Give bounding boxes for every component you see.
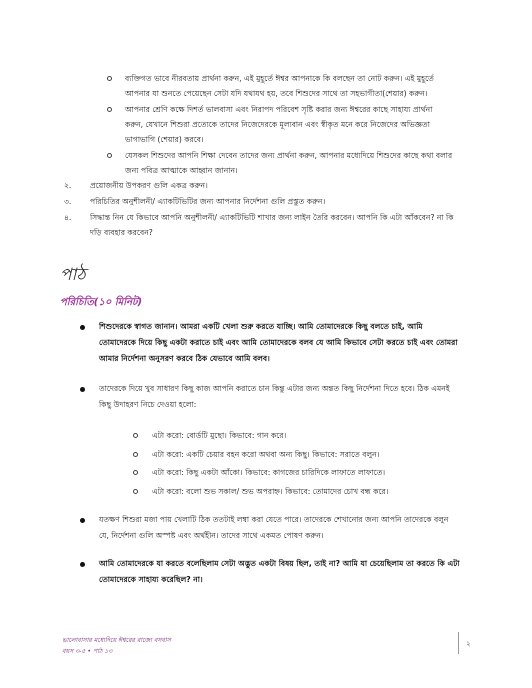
list-number: ৪. <box>64 213 72 222</box>
circle-bullet-icon <box>107 153 112 158</box>
bullet-line: শিশুদেরকে স্বাগত জানান। আমরা একটি খেলা শুরু করতে যাচ্ছি। আমি তোমাদেরকে কিছু বলতে চাই, আমি <box>99 322 423 331</box>
sub-item: এটা করো: একটি চেয়ার বহন করো অথবা অন্য কিছু। কিভাবে: সরাতে বলুন। <box>152 450 380 459</box>
footer-title: ভালোবাসার মধ্যেদিয়ে ঈশ্বরের রাজ্যে বসবাস <box>62 637 171 644</box>
footer-divider <box>458 632 459 654</box>
sub-item: এটা করো: কিছু একটা আঁকো। কিভাবে: কাগজের চারিদিকে লাফাতে লাফাতে। <box>152 468 386 477</box>
item-line: যেসকল শিশুদের আপনি শিক্ষা দেবেন তাদের জন্য প্রার্থনা করুন, আপনার মধ্যেদিয়ে শিশুদের কাছে কথা বলার <box>125 151 453 160</box>
circle-bullet-icon <box>133 433 138 438</box>
section-heading: পাঠ <box>60 265 86 285</box>
sub-item: এটা করো: বোর্ডটি মুছো। কিভাবে: গান করে। <box>152 431 287 440</box>
bullet-icon <box>80 518 85 523</box>
circle-bullet-icon <box>107 107 112 112</box>
bullet-line: তাদেরকে দিয়ে খুব সাধারণ কিছু কাজ আপনি করাতে চান কিন্তু এটার জন্য অন্তত কিছু নির্দেশনা দিতে হবে। ঠিক এমনই <box>99 384 450 393</box>
list-number: ৩. <box>64 197 72 206</box>
footer-subtitle: বয়স ৩-৫ • পাঠ ১৩ <box>62 648 113 655</box>
list-number: ২. <box>64 181 72 190</box>
item-line: ভাগাভাগি (শেয়ার) করবে। <box>125 135 204 144</box>
item-line: আপনার যা শুনতে পেয়েছেন সেটা যদি যথাযথ হয়, তবে শিশুদের সাথে তা সহভাগীতা(শেয়ার) করুন। <box>125 89 428 98</box>
bullet-icon <box>80 387 85 392</box>
bullet-line: কিছু উদাহরণ নিচে দেওয়া হলো: <box>99 400 197 409</box>
bullet-line: তোমাদেরকে সাহায্য করেছিল? না। <box>99 575 203 584</box>
page-number: ২ <box>466 640 471 648</box>
bullet-icon <box>80 325 85 330</box>
circle-bullet-icon <box>133 489 138 494</box>
bullet-icon <box>80 562 85 567</box>
item-line: করুন, যেখানে শিশুরা প্রত্যেকে তাদের নিজেদেরকে মূল্যবান এবং স্বীকৃত মনে করে নিজেদের অভিজ্ঞতা <box>125 120 430 129</box>
bullet-line: আমি তোমাদেরকে যা করতে বলেছিলাম সেটা অদ্ভুত একটা বিষয় ছিল, তাই না? আমি যা চেয়েছিলাম তা করতে কি এটা <box>99 559 460 568</box>
list-item-line: দড়ি ব্যবহার করবেন? <box>90 228 153 237</box>
circle-bullet-icon <box>133 470 138 475</box>
circle-bullet-icon <box>133 452 138 457</box>
item-line: আপনার শ্রেণি কক্ষে দিশর্ত ভালবাসা এবং নিরাপদ পরিবেশ সৃষ্টি করার জন্য ঈশ্বরের কাছে সাহায্য প্রার্থনা <box>125 105 433 114</box>
list-item-line: পরিচিতির অনুশীলনী/ এ্যাকটিভিটির জন্য আপনার নির্দেশনা গুলি প্রস্তুত করুন। <box>90 197 326 206</box>
sub-item: এটা করো: বলো শুভ সকাল/ শুভ অপরাহ্ন। কিভাবে: তোমাদের চোখ বন্ধ করে। <box>152 487 389 496</box>
item-line: ব্যক্তিগত ভাবে নীরবতায় প্রার্থনা করুন, এই মুহূর্তে ঈশ্বর আপনাকে কি বলছেন তা নোট করুন। এই মুহূর্তে <box>125 74 434 83</box>
circle-bullet-icon <box>107 76 112 81</box>
section-subheading: পরিচিতি(১০ মিনিট) <box>60 297 143 308</box>
bullet-line: যতক্ষণ শিশুরা মজা পায় খেলাটি ঠিক ততটাই লম্বা করা যেতে পারে। তাদেরকে শেখানোর জন্য আপনি তাদেরকে বলুন <box>99 515 449 524</box>
bullet-line: তোমাদেরকে দিয়ে কিছু একটা করাতে চাই এবং আমি তোমাদেরকে বলব যে আমি কিভাবে সেটা করতে চাই এবং তোমরা <box>99 338 458 347</box>
bullet-line: আমার নির্দেশনা অনুসরণ করবে ঠিক যেভাবে আমি বলব। <box>99 354 270 363</box>
bullet-line: যে, নির্দেশনা গুলি অস্পষ্ট এবং অর্থহীন। তাদের সাথে একমত পোষণ করুন। <box>99 531 324 540</box>
item-line: জন্য পবিত্র আত্মাকে আহ্বান জানান। <box>125 166 238 175</box>
list-item-line: সিদ্ধান্ত নিন যে কিভাবে আপনি অনুশীলনী/ এ্যাকটিভিটি শাখার জন্য লাইন তৈরি করবেন। আপনি কি এটা আঁকবেন? না কি <box>90 213 454 222</box>
list-item-line: প্রয়োজনীয় উপকরণ গুলি একত্র করুন। <box>90 181 208 190</box>
